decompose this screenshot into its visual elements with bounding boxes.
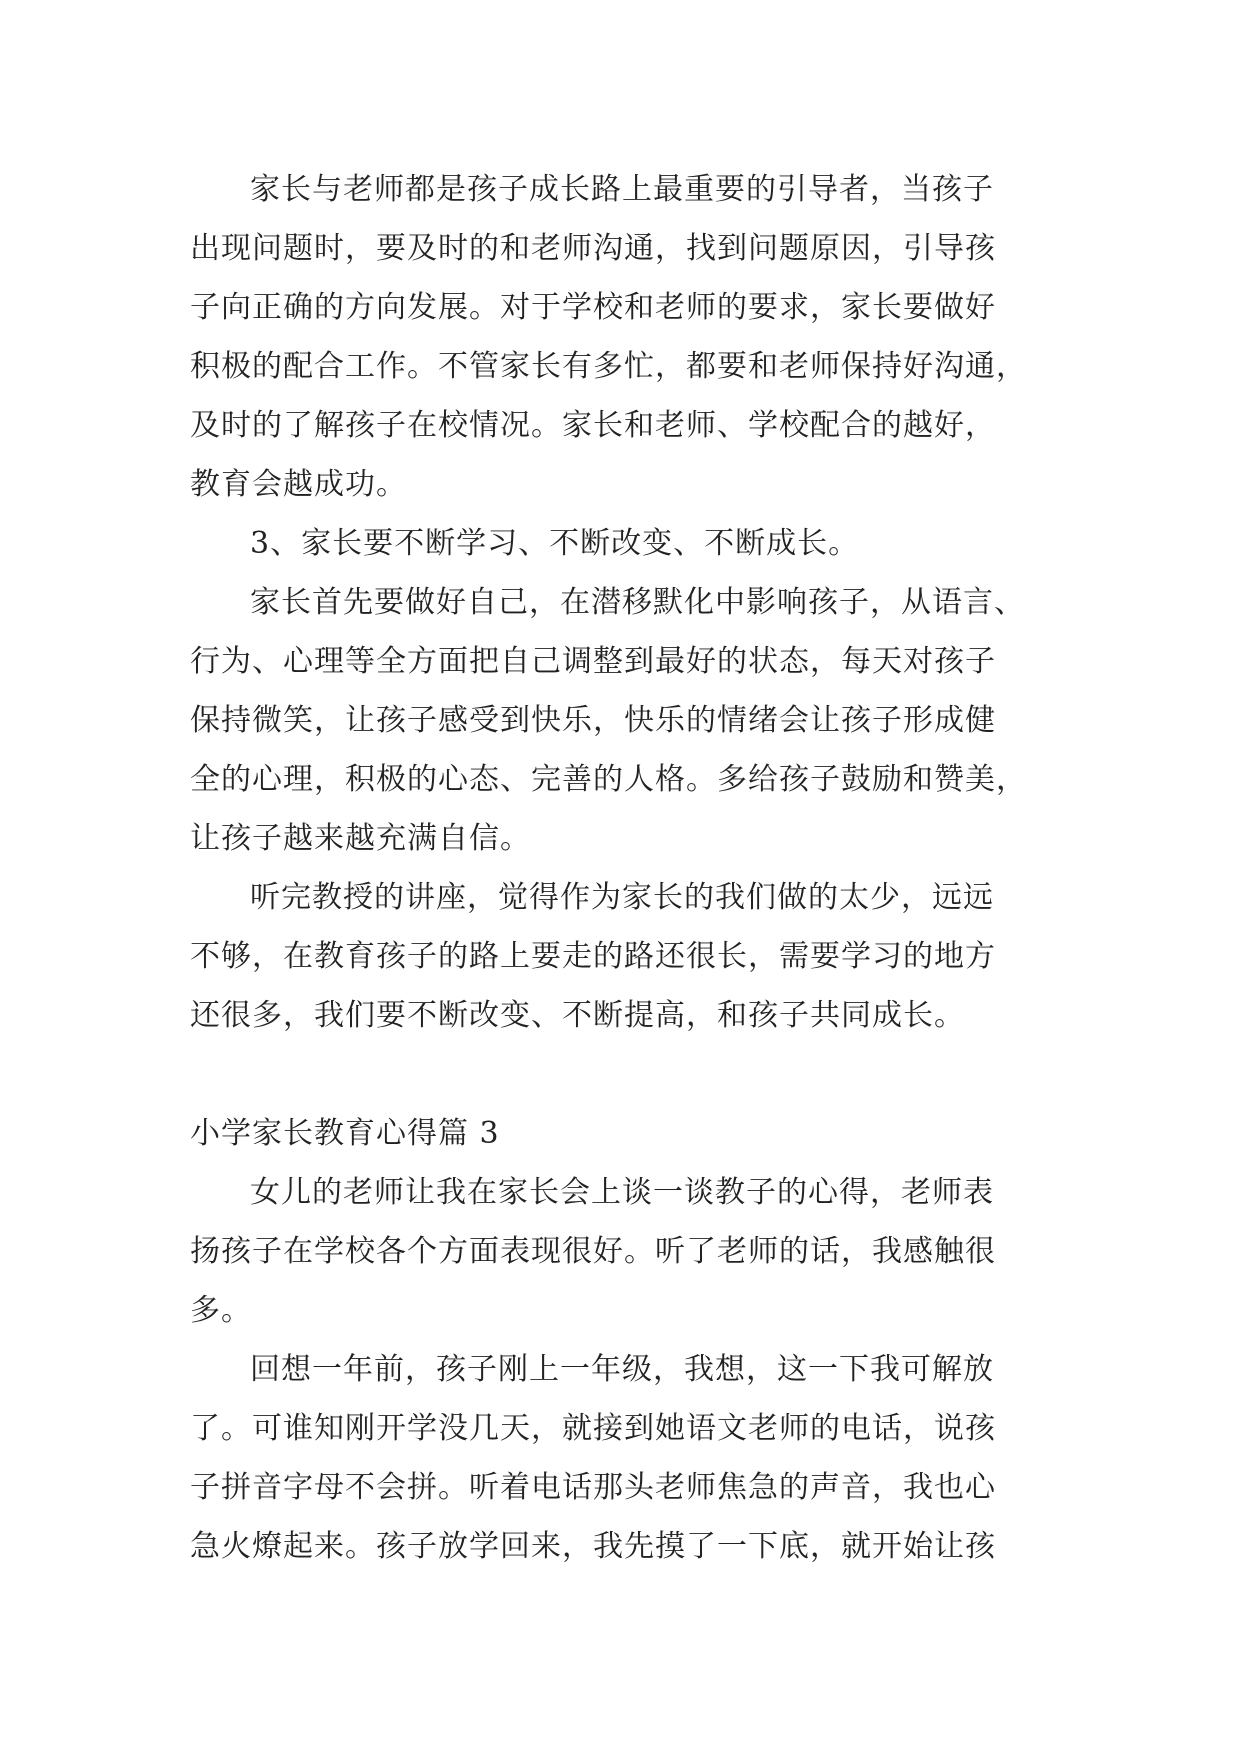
paragraph-teacher-invitation: 女儿的老师让我在家长会上谈一谈教子的心得，老师表 扬孩子在学校各个方面表现很好。听了老师的话，我感触很 多。 — [190, 1175, 996, 1328]
paragraph-parent-teacher-communication: 家长与老师都是孩子成长路上最重要的引导者，当孩子 出现问题时，要及时的和老师沟通，找到问题原因，引导孩 子向正确的方向发展。对于学校和老师的要求，家长要做好 积极的配合工作。不管家长有多忙，都要和老师保持好沟通， 及时的了解孩子在校情况。家长和老师、学校配合的越好， 教育会越成功。 — [190, 172, 1027, 502]
section-heading: 小学家长教育心得篇 3 — [190, 1116, 500, 1151]
paragraph-point-3-heading: 3、家长要不断学习、不断改变、不断成长。 — [250, 526, 860, 561]
document-page — [190, 160, 1062, 1576]
paragraph-first-grade-memory: 回想一年前，孩子刚上一年级，我想，这一下我可解放 了。可谁知刚开学没几天，就接到她语文老师的电话，说孩 子拼音字母不会拼。听着电话那头老师焦急的声音，我也心 急火燎起来。孩子放学回来，我先摸了一下底，就开始让孩 — [190, 1352, 996, 1564]
paragraph-parent-self-improvement: 家长首先要做好自己，在潜移默化中影响孩子，从语言、 行为、心理等全方面把自己调整到最好的状态，每天对孩子 保持微笑，让孩子感受到快乐，快乐的情绪会让孩子形成健 全的心理，积极的心态、完善的人格。多给孩子鼓励和赞美， 让孩子越来越充满自信。 — [190, 585, 1027, 856]
paragraph-lecture-reflection: 听完教授的讲座，觉得作为家长的我们做的太少，远远 不够，在教育孩子的路上要走的路还很长，需要学习的地方 还很多，我们要不断改变、不断提高，和孩子共同成长。 — [190, 880, 996, 1033]
